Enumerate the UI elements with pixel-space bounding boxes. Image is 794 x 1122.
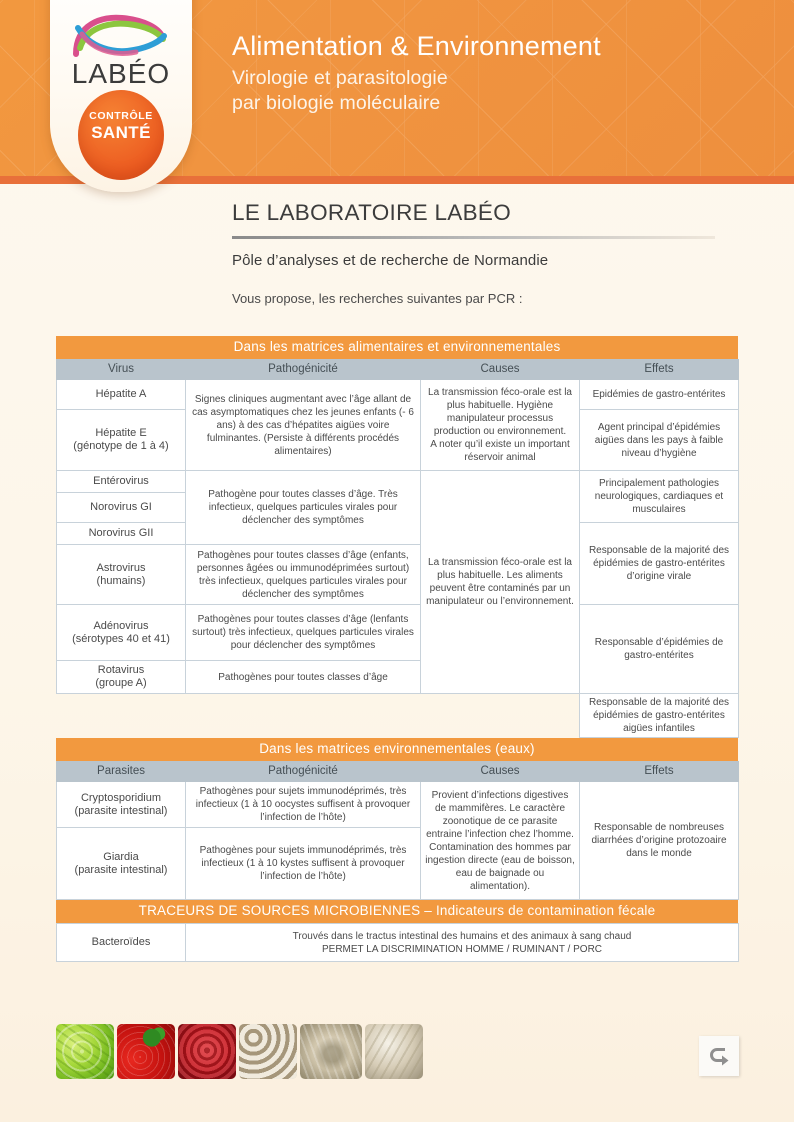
pathogenicity-cell: Pathogènes pour toutes classes d’âge (enfants, personnes âgées ou immunodéprimées surtout) très infectieux, quelques particules virales pour déclencher des symptômes [186,545,421,605]
laboratory-heading: LE LABORATOIRE LABÉO [232,200,512,225]
virus-name: Adénovirus (sérotypes 40 et 41) [57,605,186,661]
tables-region [56,336,738,962]
corner-logo [699,1036,739,1076]
table-environmental-water-matrices [56,761,739,900]
labeo-swirl-icon [72,14,168,60]
virus-name: Hépatite A [57,380,186,410]
tracer-name: Bacteroïdes [57,924,186,962]
oyster-shell-photo [365,1024,423,1079]
effects-cell: Agent principal d’épidémies aigües dans les pays à faible niveau d’hygiène [580,410,739,471]
table2-col-effets: Effets [580,762,739,782]
table-row [57,380,739,410]
table-food-environmental-matrices [56,359,739,738]
table-row [57,694,739,738]
virus-name: Norovirus GI [57,493,186,523]
table1-col-effets: Effets [580,360,739,380]
effects-cell: Responsable d’épidémies de gastro-entérites [580,605,739,694]
pathogenicity-cell: Pathogènes pour toutes classes d’âge (lenfants surtout) très infectieux, quelques particules virales pour déclencher des symptômes [186,605,421,661]
badge-line-1: CONTRÔLE [89,110,153,122]
tracer-description-line-1: Trouvés dans le tractus intestinal des humains et des animaux à sang chaud [292,930,632,942]
table1-header-row [57,360,739,380]
header-title-group [232,30,601,116]
parasite-name: Giardia (parasite intestinal) [57,828,186,900]
table-row [57,924,739,962]
tracer-description [186,924,739,962]
table-row [57,471,739,493]
heading-divider [232,236,715,239]
clams-photo [239,1024,297,1079]
table2-header-row [57,762,739,782]
badge-line-2: SANTÉ [91,123,151,142]
table2-col-patho: Pathogénicité [186,762,421,782]
table-row [57,605,739,661]
virus-name: Entérovirus [57,471,186,493]
parasite-name: Cryptosporidium (parasite intestinal) [57,782,186,828]
causes-cell: La transmission féco-orale est la plus habituelle. Les aliments peuvent être contaminés par un manipulateur ou l’environnement. [421,471,580,694]
virus-name: Rotavirus (groupe A) [57,661,186,694]
table-row [57,782,739,828]
pathogenicity-cell: Pathogène pour toutes classes d’âge. Très infectieux, quelques particules virales pour déclencher des symptômes [186,471,421,545]
effects-cell: Responsable de la majorité des épidémies de gastro-entérites d’origine virale [580,523,739,605]
table2-col-causes: Causes [421,762,580,782]
pathogenicity-cell: Pathogènes pour toutes classes d’âge [186,661,421,694]
effects-cell: Responsable de nombreuses diarrhées d’origine protozoaire dans le monde [580,782,739,900]
virus-name: Norovirus GII [57,523,186,545]
table-microbial-source-tracers [56,923,739,962]
effects-cell: Responsable de la majorité des épidémies de gastro-entérites aigües infantiles [580,694,739,738]
pathogenicity-cell: Signes cliniques augmentant avec l’âge allant de cas asymptomatiques chez les jeunes enfants (- 6 ans) à des cas d’hépatites aigües voire fulminantes. (Persiste à différents procédés alimentaires) [186,380,421,471]
table1-col-causes: Causes [421,360,580,380]
virus-name: Hépatite E (génotype de 1 à 4) [57,410,186,471]
table1-band-title: Dans les matrices alimentaires et environnementales [56,336,738,359]
tracer-description-line-2: PERMET LA DISCRIMINATION HOMME / RUMINANT / PORC [321,943,603,955]
virus-name: Astrovirus (humains) [57,545,186,605]
causes-cell: Provient d’infections digestives de mammifères. Le caractère zoonotique de ce parasite entraine l’infection chez l’homme. Contamination des hommes par ingestion directe (eau de boisson, eau de baignade ou alimentation). [421,782,580,900]
table3-band-title: TRACEURS DE SOURCES MICROBIENNES – Indicateurs de contamination fécale [56,900,738,923]
pathogenicity-cell: Pathogènes pour sujets immunodéprimés, très infectieux (1 à 10 kystes suffisent à provoquer l’infection de l’hôte) [186,828,421,900]
table1-col-patho: Pathogénicité [186,360,421,380]
pathogenicity-cell: Pathogènes pour sujets immunodéprimés, très infectieux (1 à 10 oocystes suffisent à provoquer l’infection de l’hôte) [186,782,421,828]
rotate-arrow-icon [705,1042,733,1070]
lettuce-photo [56,1024,114,1079]
controle-sante-badge [78,90,164,180]
effects-cell: Principalement pathologies neurologiques, cardiaques et musculaires [580,471,739,523]
document-subtitle-2: par biologie moléculaire [232,92,441,114]
document-title: Alimentation & Environnement [232,31,601,61]
strawberries-photo [117,1024,175,1079]
effects-cell: Epidémies de gastro-entérites [580,380,739,410]
labeo-wordmark: LABÉO [71,58,171,89]
laboratory-subtitle: Pôle d’analyses et de recherche de Normandie [232,252,549,269]
oyster-open-photo [300,1024,362,1079]
document-subtitle-1: Virologie et parasitologie [232,67,448,89]
table2-col-parasites: Parasites [57,762,186,782]
table2-band-title: Dans les matrices environnementales (eaux) [56,738,738,761]
footer-thumbnail-strip [56,1024,423,1079]
intro-block [232,200,752,306]
causes-cell: La transmission féco-orale est la plus habituelle. Hygiène manipulateur processus production ou environnement. A noter qu’il existe un important réservoir animal [421,380,580,471]
spacer-cell [57,694,580,738]
laboratory-note: Vous propose, les recherches suivantes par PCR : [232,291,523,306]
table1-col-virus: Virus [57,360,186,380]
raspberry-photo [178,1024,236,1079]
labeo-logo-card [50,0,192,192]
